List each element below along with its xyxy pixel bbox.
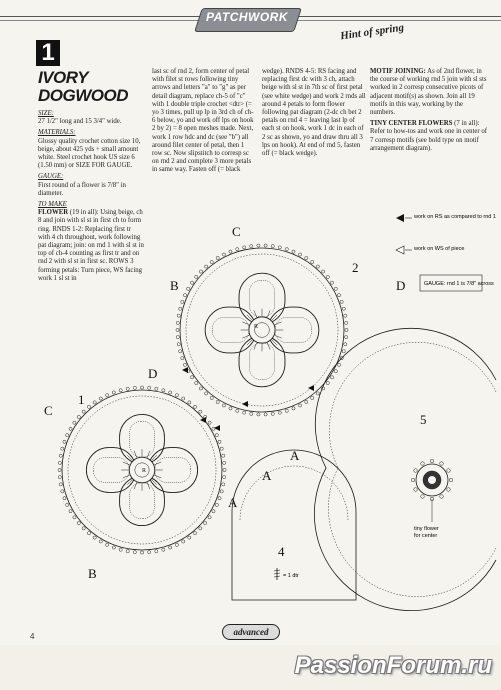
motif-2-petal	[268, 307, 319, 353]
tiny-flower-picot	[430, 459, 434, 463]
motif-2-picot	[344, 314, 347, 317]
motif-2-picot	[330, 281, 333, 284]
motif-1-picot	[223, 476, 226, 479]
motif-2-picot	[236, 409, 239, 412]
motif-1-picot	[188, 401, 191, 404]
label-a-bottom: A	[228, 495, 238, 510]
motif-1-picot	[77, 415, 80, 418]
motif-1-picot	[82, 410, 85, 413]
pattern-title-line1: IVORY	[38, 68, 89, 87]
tiny-flower-picot	[440, 462, 444, 466]
size-text: 27 1/2" long and 15 3/4" wide.	[38, 118, 122, 126]
motif-1-center-stitch	[123, 462, 130, 465]
motif-2-center-stitch	[267, 343, 270, 350]
motif-1-picot	[182, 397, 185, 400]
motif-1-picot	[119, 389, 122, 392]
tiny-flower-picot	[447, 469, 451, 473]
motif-1-picot	[119, 548, 122, 551]
motif-2-picot	[345, 321, 348, 324]
motif-1-picot	[61, 447, 64, 450]
legend	[396, 214, 496, 291]
motif-1-picot	[93, 401, 96, 404]
to-make-heading: TO MAKE	[38, 201, 67, 209]
motif-1-petal	[120, 476, 165, 526]
motif-2-picot	[229, 250, 232, 253]
motif-1-picot	[222, 454, 225, 457]
motif-1-picot	[126, 550, 129, 553]
column2-text: last sc of rnd 2, form center of petal with filet st rows following tiny arrows and letters "a" to "g" as per detail diagram, replace ch-5 of "c" with 1 double triple crochet <dtr> (= yo 3 times, pull up lp in 3rd ch of ch-6 below, yo and work off lps on hook 2 by 2) = 8 open meshes made. Next, work 1 row hdc and dc (see "b") all around filet center of petal, then 1 row sc. Now slipstitch to corresp sc on rnd 2 and complete 3 more petals in same way. Fasten off (= black	[152, 68, 254, 174]
motif-2-picot	[210, 396, 213, 399]
motif-1-picot	[112, 546, 115, 549]
motif-2-picot	[316, 392, 319, 395]
legend-rs-line: work on RS as compared to rnd 1	[414, 214, 496, 220]
motif-1-picot	[69, 427, 72, 430]
motif-1-center-stitch	[123, 475, 130, 478]
motif-2-picot	[190, 281, 193, 284]
motif-1-picot	[66, 434, 69, 437]
flower-text: (19 in all): Using beige, ch 8 and join with sl st in first ch to form ring. RNDS 1-2: Replacing first tr with 4 ch throughout, work following pat diagram; join: on rnd 1 with sl st in top of ch-4 counting as first tr and on rnd 2 with sl st in first sc. ROWS 3 forming petals: Turn piece, WS facing work 1 sl st in	[38, 209, 144, 282]
label-motif-1: 1	[78, 392, 85, 407]
motif-1-picot	[59, 483, 62, 486]
motif-1-picot	[58, 468, 61, 471]
section-tab-label: PATCHWORK	[205, 10, 289, 24]
motif-2-picot	[250, 245, 253, 248]
motif-1-picot	[126, 387, 129, 390]
motif-2-picot	[334, 370, 337, 373]
motif-2-picot	[345, 336, 348, 339]
tiny-flowers-text: (7 in all): Refer to how-tos and work one in center of 7 corresp motifs (see bold type on motif arrangement diagram).	[370, 120, 488, 152]
motif-2-picot	[183, 363, 186, 366]
motif-1-picot	[58, 461, 61, 464]
motif-2-center-stitch	[275, 322, 282, 325]
motif-2-picot	[177, 343, 180, 346]
motif-2-petal	[205, 307, 259, 353]
motif-2-picot	[311, 260, 314, 263]
tiny-flower-caption-line2: for center	[414, 533, 438, 539]
motif-2-picot	[326, 275, 329, 278]
legend-rs-text	[413, 214, 496, 220]
motif-2-picot	[285, 409, 288, 412]
motif-2-picot	[199, 387, 202, 390]
motif-1-picot	[220, 490, 223, 493]
label-ring-r-left: R	[142, 468, 147, 474]
motif-1-picot	[215, 503, 218, 506]
motif-1-picot	[204, 521, 207, 524]
join-wedge-icon	[214, 425, 220, 431]
motif-1-picot	[99, 397, 102, 400]
motif-drawings	[58, 244, 496, 611]
motif-2-center-stitch	[254, 310, 257, 317]
motif-1-picot	[208, 516, 211, 519]
motif-1-picot	[218, 440, 221, 443]
motif-1-center-stitch	[147, 451, 150, 458]
gauge-box-text: GAUGE: rnd 1 is 7/8" across	[424, 281, 494, 287]
motif-1-picot	[58, 476, 61, 479]
motif-2-center-stitch	[267, 310, 270, 317]
motif-2-picot	[243, 411, 246, 414]
tiny-flower-picot	[411, 478, 415, 482]
motif-2-picot	[337, 294, 340, 297]
motif-2-picot	[326, 381, 329, 384]
motif-2-picot	[305, 400, 308, 403]
ws-wedge-icon	[396, 246, 404, 254]
motif-2-picot	[298, 253, 301, 256]
tiny-flower-picot	[440, 495, 444, 499]
motif-2-picot	[236, 248, 239, 251]
motif-2-picot	[187, 287, 190, 290]
motif-2-picot	[250, 412, 253, 415]
motif-2-picot	[243, 246, 246, 249]
motif-2-picot	[340, 300, 343, 303]
motif-2-picot	[292, 250, 295, 253]
motif-1-picot	[63, 497, 66, 500]
motif-1-picot	[73, 421, 76, 424]
motif-2-picot	[199, 270, 202, 273]
rs-wedge-icon	[396, 214, 404, 222]
motif-2-picot	[321, 270, 324, 273]
motif-2-picot	[205, 392, 208, 395]
motif-1-center-stitch	[155, 462, 162, 465]
motif-2-picot	[316, 265, 319, 268]
motif-2-picot	[177, 314, 180, 317]
motif-1-petal	[120, 414, 165, 464]
motif-2-picot	[330, 376, 333, 379]
motif-1-picot	[175, 394, 178, 397]
pattern-title-line2: DOGWOOD	[38, 86, 128, 105]
motif-1-picot	[212, 427, 215, 430]
motif-2-picot	[271, 412, 274, 415]
motif-2-picot	[257, 413, 260, 416]
motif-2-picot	[285, 248, 288, 251]
motif-1-picot	[133, 551, 136, 554]
join-wedge-icon	[308, 385, 314, 391]
motif-1-picot	[182, 540, 185, 543]
motif-1-picot	[140, 386, 143, 389]
label-a-mid: A	[290, 448, 300, 463]
motif-1-picot	[148, 386, 151, 389]
motif-2-picot	[229, 407, 232, 410]
motif-1-picot	[155, 387, 158, 390]
motif-1-picot	[175, 543, 178, 546]
motif-1-petal	[86, 448, 136, 493]
gauge-text: First round of a flower is 7/8" in diameter.	[38, 181, 126, 197]
motif-1-picot	[162, 548, 165, 551]
materials-heading: MATERIALS:	[38, 129, 76, 137]
motif-1-picot	[63, 440, 66, 443]
label-b-top: B	[170, 278, 179, 293]
motif-1-picot	[222, 483, 225, 486]
motif-joining-text: As of 2nd flower, in the course of working rnd 5 join with sl sts worked in 2 corresp consecutive picots of adjacent motif(s) as shown. Join all 19 motifs in this way, working by the numbers.	[370, 68, 487, 117]
motif-1-picot	[106, 543, 109, 546]
motif-1-center-stitch	[155, 475, 162, 478]
motif-2-center-stitch	[254, 343, 257, 350]
motif-1-center-stitch	[147, 483, 150, 490]
motif-2-picot	[334, 287, 337, 290]
motif-2-picot	[311, 396, 314, 399]
motif-2-center-ring	[249, 317, 275, 343]
motif-2-picot	[278, 411, 281, 414]
motif-2-picot	[181, 357, 184, 360]
tiny-flower-hole	[428, 476, 436, 484]
tagline: Hint of spring	[339, 21, 405, 43]
motif-2-picot	[181, 300, 184, 303]
motif-1-picot	[169, 546, 172, 549]
motif-2-picot	[176, 336, 179, 339]
motif-2-picot	[257, 244, 260, 247]
motif-2-picot	[195, 275, 198, 278]
motif-1-picot	[73, 516, 76, 519]
motif-2-picot	[222, 253, 225, 256]
motif-1-picot	[223, 461, 226, 464]
motif-1-picot	[69, 510, 72, 513]
motif-2-picot	[305, 256, 308, 259]
motif-4-inner	[240, 466, 348, 520]
motif-2-picot	[271, 245, 274, 248]
motif-2-picot	[210, 260, 213, 263]
motif-2-picot	[337, 363, 340, 366]
label-ring-r-top: R	[254, 324, 259, 330]
label-c-left: C	[44, 403, 53, 418]
motif-2-center-stitch	[242, 322, 249, 325]
tiny-flower-picot	[421, 495, 425, 499]
motif-2-picot	[345, 328, 348, 331]
gauge-heading: GAUGE:	[38, 173, 64, 181]
column3-text: wedge). RNDS 4-5: RS facing and replacing first dc with 3 ch, attach beige with sl st in 7th sc of first petal (see white wedge) and work 2 rnds all around 4 petals to form flower following pat diagram (2-dc ch bet 2 petals on rnd 4 = leaving last lp of each st on hook, work 1 dc in each of 2 sc as shown, yo and draw thru all 3 lps on hook). At end of rnd 5, fasten off (= black wedge).	[262, 68, 366, 158]
motif-2-picot	[190, 376, 193, 379]
motif-1-picot	[223, 468, 226, 471]
materials-text: Glossy quality crochet cotton size 10, beige, about 425 yds + small amount white. Steel crochet hook US size 6 (1.50 mm) or SIZE FOR GAUGE.	[38, 137, 141, 170]
watermark: PassionForum.ru	[294, 652, 492, 679]
motif-5-inner	[328, 342, 496, 596]
motif-1-picot	[140, 551, 143, 554]
tiny-flowers-lead: TINY CENTER FLOWERS	[370, 120, 453, 128]
motif-2-picot	[183, 294, 186, 297]
motif-2-picot	[179, 307, 182, 310]
page-number: 4	[30, 632, 35, 641]
tiny-flower-picot	[449, 478, 453, 482]
label-d-left: D	[148, 366, 158, 381]
motif-1-picot	[199, 410, 202, 413]
motif-2-picot	[179, 350, 182, 353]
motif-1-center-stitch	[134, 483, 137, 490]
motif-1-center-stitch	[134, 451, 137, 458]
motif-2-picot	[195, 381, 198, 384]
motif-2-picot	[216, 256, 219, 259]
motif-1-picot	[82, 527, 85, 530]
diagram-labels	[44, 224, 427, 581]
motif-2-center-stitch	[242, 335, 249, 338]
motif-2-picot	[342, 350, 345, 353]
legend-ws-text: work on WS of piece	[414, 246, 465, 252]
motif-1-picot	[133, 386, 136, 389]
motif-1-picot	[208, 421, 211, 424]
label-motif-4: 4	[278, 544, 285, 559]
motif-1-picot	[77, 521, 80, 524]
size-heading: SIZE:	[38, 110, 54, 117]
motif-1-picot	[66, 503, 69, 506]
label-a-lower: A	[262, 468, 272, 483]
join-wedge-icon	[242, 401, 248, 407]
flower-lead: FLOWER	[38, 209, 69, 217]
motif-2-picot	[222, 404, 225, 407]
motif-joining-lead: MOTIF JOINING:	[370, 68, 426, 75]
motif-1-picot	[155, 550, 158, 553]
label-d-top: D	[396, 278, 406, 293]
motif-1-picot	[61, 490, 64, 493]
pattern-number: 1	[36, 40, 60, 66]
motif-1-picot	[199, 527, 202, 530]
motif-2-picot	[292, 407, 295, 410]
motif-2-petal	[239, 273, 285, 324]
motif-1-picot	[212, 510, 215, 513]
level-badge: advanced	[222, 624, 280, 640]
tiny-flower-picot	[414, 488, 418, 492]
motif-2-picot	[344, 343, 347, 346]
motif-2-center-stitch	[275, 335, 282, 338]
motif-2-picot	[176, 321, 179, 324]
label-b-bottom: B	[88, 566, 97, 581]
tiny-flower-picot	[421, 462, 425, 466]
motif-2-picot	[216, 400, 219, 403]
motif-1-picot	[59, 454, 62, 457]
join-wedge-icon	[182, 367, 188, 373]
tiny-flower-picot	[447, 488, 451, 492]
motif-1-picot	[193, 532, 196, 535]
motif-1-picot	[87, 405, 90, 408]
motif-1-picot	[218, 497, 221, 500]
tiny-flower-caption-line1: tiny flower	[414, 526, 439, 532]
motif-2-picot	[176, 328, 179, 331]
motif-2-picot	[205, 265, 208, 268]
motif-2-petal	[239, 336, 285, 387]
motif-1-petal	[148, 448, 198, 493]
label-motif-5: 5	[420, 412, 427, 427]
motif-1-picot	[220, 447, 223, 450]
motif-1-picot	[87, 532, 90, 535]
motif-1-picot	[106, 394, 109, 397]
motif-1-picot	[215, 434, 218, 437]
motif-1-picot	[99, 540, 102, 543]
label-motif-2: 2	[352, 260, 359, 275]
motif-2-picot	[278, 246, 281, 249]
motif-2-picot	[264, 244, 267, 247]
motif-1-picot	[188, 536, 191, 539]
dtr-legend	[274, 568, 299, 580]
motif-2-picot	[298, 404, 301, 407]
motif-1-picot	[93, 536, 96, 539]
motif-2-picot	[264, 413, 267, 416]
motif-5-outline	[314, 328, 496, 610]
dtr-legend-text: = 1 dtr	[283, 573, 299, 579]
motif-1-picot	[148, 551, 151, 554]
motif-1-picot	[112, 391, 115, 394]
motif-2-picot	[342, 307, 345, 310]
motif-1-picot	[162, 389, 165, 392]
motif-1-picot	[193, 405, 196, 408]
label-c-top: C	[232, 224, 241, 239]
motif-1-picot	[169, 391, 172, 394]
tiny-flower-picot	[414, 469, 418, 473]
